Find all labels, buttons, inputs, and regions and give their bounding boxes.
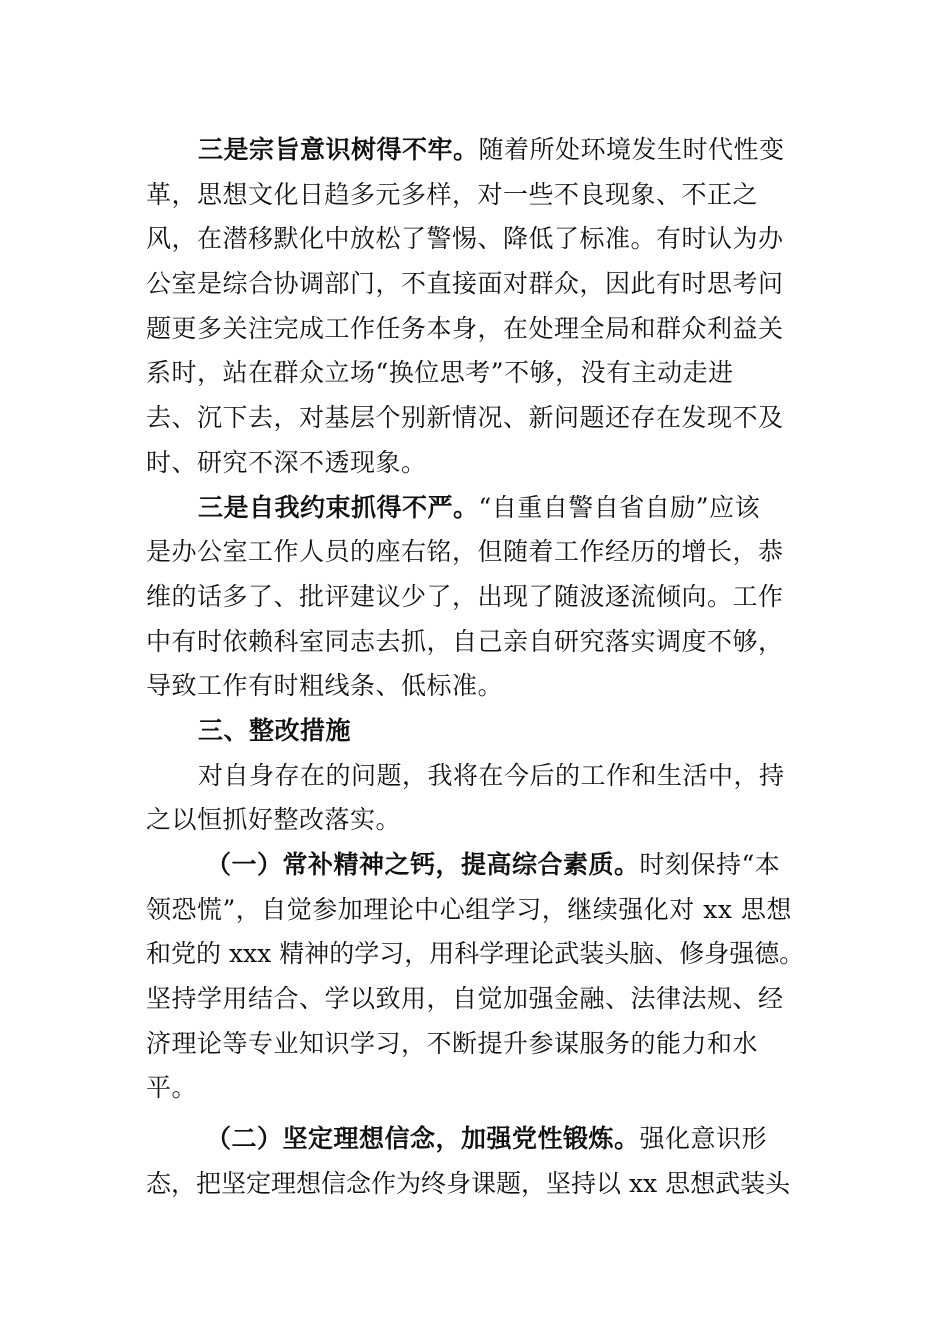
paragraph-line: 去、沉下去，对基层个别新情况、新问题还存在发现不及 (146, 403, 784, 433)
paragraph-line: 题更多关注完成工作任务本身，在处理全局和群众利益关 (146, 313, 784, 343)
paragraph-line: 中有时依赖科室同志去抓，自己亲自研究落实调度不够， (146, 626, 784, 656)
paragraph-line: 态，把坚定理想信念作为终身课题，坚持以 xx 思想武装头 (146, 1168, 791, 1198)
item-heading: （二）坚定理想信念，加强党性锻炼。 (206, 1124, 640, 1154)
paragraph-line (146, 486, 796, 531)
document-body (146, 128, 805, 1207)
paragraph-line: 是办公室工作人员的座右铭，但随着工作经历的增长，恭 (146, 537, 784, 567)
paragraph-line (146, 128, 796, 173)
paragraph-heading: 三是自我约束抓得不严。 (198, 492, 479, 522)
paragraph-line: 平。 (146, 1073, 198, 1103)
paragraph-line (146, 1117, 796, 1162)
paragraph-line: 领恐慌”，自觉参加理论中心组学习，继续强化对 xx 思想 (146, 894, 792, 924)
section-title: 三、整改措施 (198, 715, 352, 745)
paragraph-line: 导致工作有时粗线条、低标准。 (146, 671, 504, 701)
paragraph-line: 风，在潜移默化中放松了警惕、降低了标准。有时认为办 (146, 224, 784, 254)
paragraph-line (146, 843, 796, 888)
paragraph-heading: 三是宗旨意识树得不牢。 (198, 135, 479, 164)
paragraph-text: 强化意识形 (639, 1124, 768, 1154)
paragraph-line: 革，思想文化日趋多元多样，对一些不良现象、不正之 (146, 179, 759, 209)
paragraph-text: 时刻保持“本 (639, 850, 781, 879)
paragraph-line: 之以恒抓好整改落实。 (146, 805, 402, 835)
paragraph-line: 维的话多了、批评建议少了，出现了随波逐流倾向。工作 (146, 581, 784, 611)
paragraph-line: 和党的 xxx 精神的学习，用科学理论武装头脑、修身强德。 (146, 939, 805, 969)
item-heading: （一）常补精神之钙，提高综合素质。 (206, 850, 640, 879)
paragraph-line: 公室是综合协调部门，不直接面对群众，因此有时思考问 (146, 269, 784, 299)
paragraph-text: 随着所处环境发生时代性变 (478, 135, 785, 164)
paragraph-line: 对自身存在的问题，我将在今后的工作和生活中，持 (198, 760, 785, 790)
paragraph-text: “自重自警自省自励”应该 (478, 492, 761, 522)
paragraph-line: 系时，站在群众立场“换位思考”不够，没有主动走进 (146, 358, 734, 388)
paragraph-line: 时、研究不深不透现象。 (146, 447, 427, 477)
paragraph-line: 坚持学用结合、学以致用，自觉加强金融、法律法规、经 (146, 984, 784, 1014)
paragraph-line: 济理论等专业知识学习，不断提升参谋服务的能力和水 (146, 1028, 759, 1058)
